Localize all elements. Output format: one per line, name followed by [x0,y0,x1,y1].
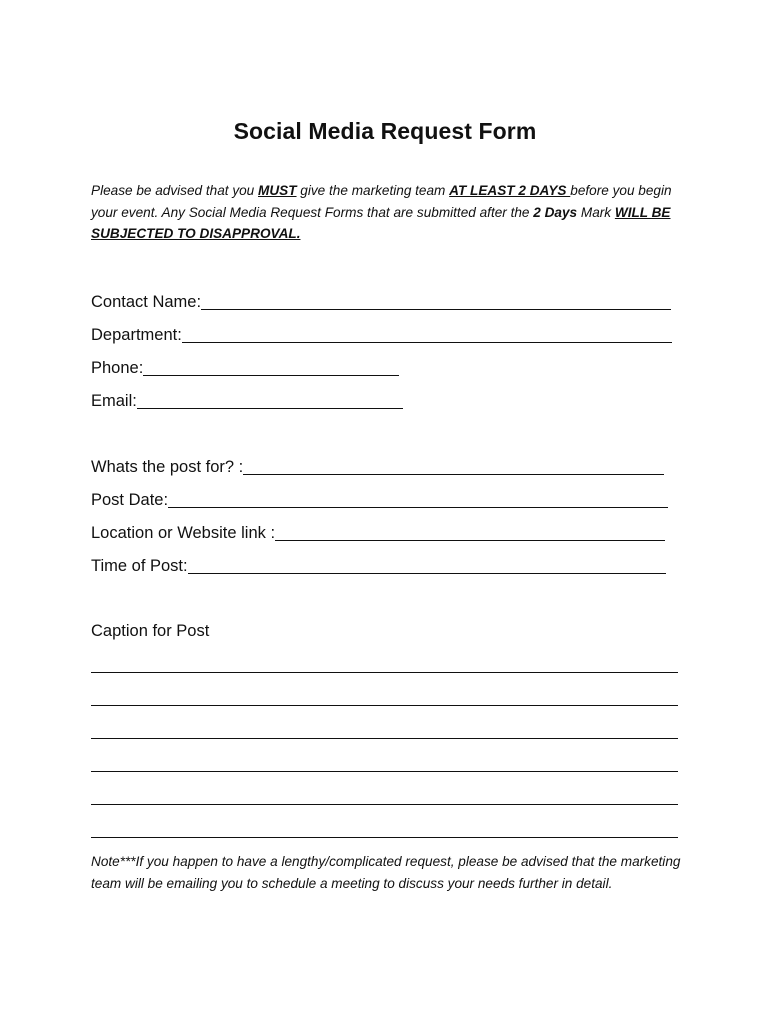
caption-line-5[interactable] [91,804,678,805]
contact-name-line[interactable] [201,293,671,310]
location-link-label: Location or Website link : [91,524,276,542]
post-date-field[interactable] [91,490,668,510]
location-link-field[interactable] [91,523,665,543]
phone-field[interactable] [91,358,399,378]
department-label: Department: [91,326,182,344]
contact-name-field[interactable] [91,292,671,312]
post-purpose-field[interactable] [91,457,664,477]
contact-name-label: Contact Name: [91,293,202,311]
caption-line-2[interactable] [91,705,678,706]
post-purpose-label: Whats the post for? : [91,458,244,476]
form-title: Social Media Request Form [233,118,537,144]
submission-notice [91,180,691,245]
notice-text-3: before you begin your event. Any Social Media Request Forms that are submitted after the [91,183,672,220]
notice-text-2: give the marketing team [296,183,450,198]
caption-label: Caption for Post [91,622,210,640]
email-line[interactable] [137,392,403,409]
caption-line-4[interactable] [91,771,678,772]
caption-line-1[interactable] [91,672,678,673]
time-of-post-field[interactable] [91,556,666,576]
notice-two-days: 2 Days [533,204,578,220]
time-of-post-line[interactable] [188,557,666,574]
department-line[interactable] [182,326,672,343]
notice-at-least: AT LEAST 2 DAYS [449,183,571,198]
notice-must: MUST [258,183,297,198]
footer-note: Note***If you happen to have a lengthy/complicated request, please be advised that the marketing team will be emailing you to schedule a meeting to discuss your needs further in detail. [91,854,681,891]
caption-line-3[interactable] [91,738,678,739]
caption-line-6[interactable] [91,837,678,838]
time-of-post-label: Time of Post: [91,557,188,575]
department-field[interactable] [91,325,672,345]
post-date-line[interactable] [168,491,668,508]
email-field[interactable] [91,391,403,411]
location-link-line[interactable] [275,524,665,541]
notice-text-4: Mark [577,204,615,220]
email-label: Email: [91,392,137,410]
notice-disapproval: WILL BE SUBJECTED TO DISAPPROVAL. [91,204,671,241]
post-purpose-line[interactable] [243,458,664,475]
notice-text-1: Please be advised that you [91,183,259,198]
post-date-label: Post Date: [91,491,169,509]
phone-label: Phone: [91,359,144,377]
phone-line[interactable] [143,359,399,376]
